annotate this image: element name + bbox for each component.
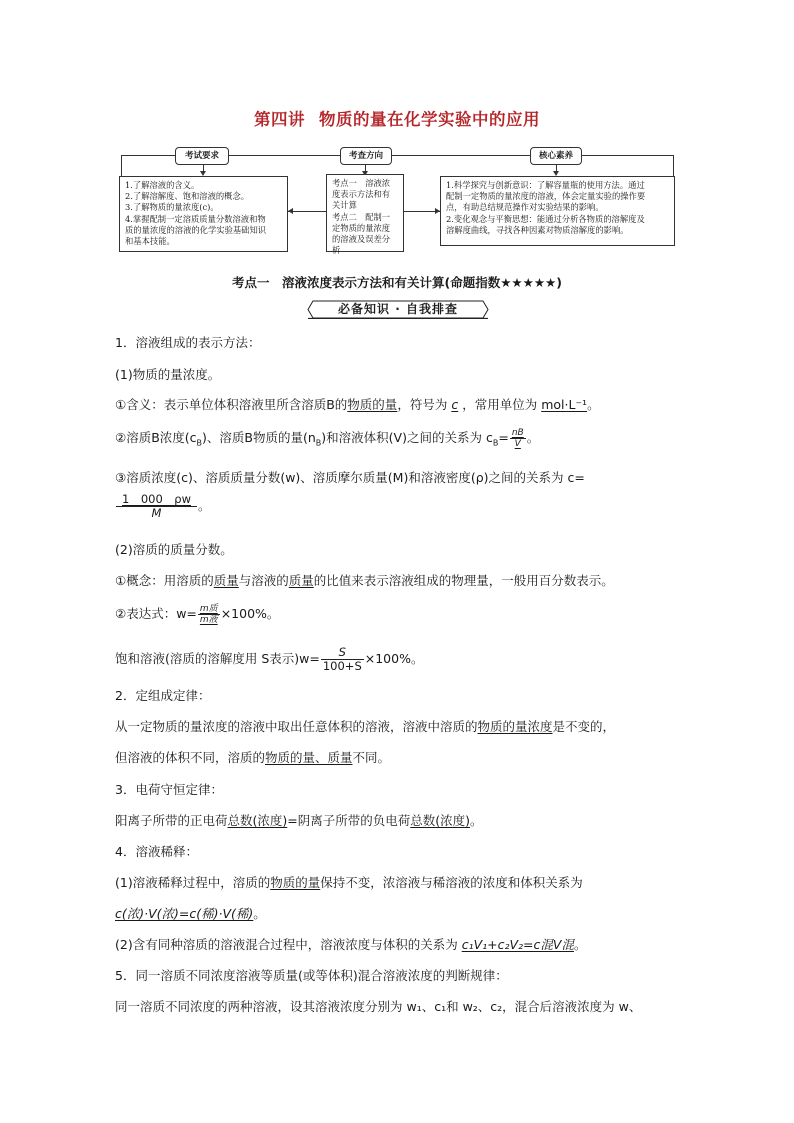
answer-underline: c <box>451 397 459 412</box>
exam-direction-box: 考点一 溶液浓 度表示方法和有 关计算 考点二 配制一 定物质的量浓度 的溶液及误差分 析 <box>326 174 404 252</box>
text-fragment: (2)含有同种溶质的溶液混合过程中，溶液浓度与体积的关系为 <box>115 937 462 952</box>
text-line <box>115 572 614 590</box>
section-banner <box>307 300 489 319</box>
text-fragment: )和溶液体积(V)之间的关系为 c <box>321 430 493 445</box>
core-literacy-box: 1.科学探究与创新意识：了解容量瓶的使用方法。通过 配制一定物质的量浓度的溶液，体会定量实验的操作要 点，有助总结规范操作对实验结果的影响。 2.变化观念与平衡思想：能通过分析各物质的溶解度及 溶解度曲线，寻找各种因素对物质溶解度的影响。 <box>440 176 675 246</box>
text-fragment: 。 <box>253 906 266 921</box>
text-line <box>115 646 423 673</box>
text-line: 1．溶液组成的表示方法： <box>115 335 261 350</box>
arrow-left-icon <box>288 208 293 214</box>
text-line <box>115 874 583 892</box>
text-line: 4．溶液稀释： <box>115 844 198 859</box>
fraction <box>198 604 220 625</box>
text-fragment: 。 <box>470 813 483 828</box>
answer-underline: mol·L⁻¹ <box>541 397 588 412</box>
answer-underline: 质量 <box>213 573 239 588</box>
text-fragment: 保持不变，浓溶液与稀溶液的浓度和体积关系为 <box>320 875 583 890</box>
text-fragment: = <box>498 430 509 445</box>
answer-underline: 质量 <box>288 573 314 588</box>
text-fragment: 但溶液的体积不同，溶质的 <box>115 750 266 765</box>
text-fragment: 不同。 <box>352 750 391 765</box>
fraction-numerator: nB <box>511 428 524 438</box>
exam-direction-pill: 考查方向 <box>340 147 392 165</box>
text-line <box>115 905 266 923</box>
text-fragment: )、溶质B物质的量(n <box>202 430 316 445</box>
text-fragment: 从一定物质的量浓度的溶液中取出任意体积的溶液，溶液中溶质的 <box>115 719 478 734</box>
text-line: (2)溶质的质量分数。 <box>115 542 233 557</box>
text-fragment: ，符号为 <box>397 397 448 412</box>
text-line <box>115 718 615 736</box>
text-fragment: (1)溶液稀释过程中，溶质的 <box>115 875 271 890</box>
fraction <box>510 428 526 449</box>
answer-underline: 总数(浓度) <box>410 813 471 828</box>
text-line <box>115 812 483 830</box>
exam-requirement-box: 1.了解溶液的含义。 2.了解溶解度、饱和溶液的概念。 3.了解物质的量浓度(c)。 4.掌握配制一定溶质质量分数溶液和物 质的量浓度的溶液的化学实验基础知识 和基本技能。 <box>119 176 288 252</box>
text-line <box>115 604 279 625</box>
text-fragment: ②溶质B浓度(c <box>115 430 197 445</box>
fraction <box>321 646 364 673</box>
text-fragment: ，常用单位为 <box>462 397 538 412</box>
answer-underline: 总数(浓度) <box>227 813 288 828</box>
text-line <box>115 936 586 954</box>
banner-text: 必备知识 · 自我排查 <box>338 302 458 316</box>
fraction-denominator: M <box>151 506 162 520</box>
text-fragment: ②表达式：w= <box>115 606 197 621</box>
section-heading: 考点一 溶液浓度表示方法和有关计算(命题指数★★★★★) <box>232 275 562 290</box>
text-fragment: 。 <box>197 498 211 513</box>
subscript: B <box>315 438 322 448</box>
text-line: (1)物质的量浓度。 <box>115 367 221 382</box>
text-fragment: ×100%。 <box>364 651 424 666</box>
text-line: 2．定组成定律： <box>115 688 211 703</box>
text-fragment: 。 <box>587 397 600 412</box>
text-fragment: 是不变的， <box>552 719 616 734</box>
text-fragment: 阳离子所带的正电荷 <box>115 813 228 828</box>
text-line: 同一溶质不同浓度的两种溶液，设其溶液浓度分别为 w₁、c₁和 w₂、c₂，混合后溶液浓度为 w、 <box>115 999 642 1014</box>
conn-left <box>288 211 326 212</box>
title-part1: 第四讲 <box>254 110 305 129</box>
text-fragment: 与溶液的 <box>238 573 289 588</box>
subscript: B <box>492 438 499 448</box>
answer-underline: c₁V₁+c₂V₂=c混V混 <box>461 937 574 952</box>
fraction-numerator: 1 000 ρw <box>116 493 197 507</box>
arrow-right-icon <box>435 208 440 214</box>
answer-underline: 物质的量、质量 <box>265 750 353 765</box>
text-line <box>115 493 211 520</box>
text-fragment: 。 <box>573 937 587 952</box>
answer-underline: 物质的量 <box>347 397 398 412</box>
fraction-denominator: m液 <box>199 615 218 625</box>
exam-requirement-pill: 考试要求 <box>175 147 229 165</box>
fraction-numerator: S <box>321 646 364 660</box>
core-literacy-pill: 核心素养 <box>530 147 582 165</box>
fraction-denominator: 100+S <box>322 659 362 673</box>
text-fragment: ①含义：表示单位体积溶液里所含溶质B的 <box>115 397 348 412</box>
text-fragment: 的比值来表示溶液组成的物理量，一般用百分数表示。 <box>313 573 614 588</box>
text-line <box>115 396 600 414</box>
text-line: 3．电荷守恒定律： <box>115 782 223 797</box>
concept-diagram <box>0 0 794 260</box>
text-line <box>115 428 539 453</box>
text-fragment: ①概念：用溶质的 <box>115 573 214 588</box>
answer-underline: 物质的量 <box>270 875 321 890</box>
fraction-numerator: m质 <box>199 604 218 614</box>
text-fragment: =阴离子所带的负电荷 <box>287 813 411 828</box>
text-fragment: 饱和溶液(溶质的溶解度用 S表示)w= <box>115 651 320 666</box>
text-fragment: 。 <box>526 430 540 445</box>
text-line <box>115 749 390 767</box>
fraction-denominator: V <box>514 439 521 449</box>
answer-underline: c(浓)·V(浓)=c(稀)·V(稀) <box>115 906 254 921</box>
text-line: 5．同一溶质不同浓度溶液等质量(或等体积)混合溶液浓度的判断规律： <box>115 968 508 983</box>
title-part2: 物质的量在化学实验中的应用 <box>319 110 540 129</box>
subscript: B <box>196 438 203 448</box>
text-line: ③溶质浓度(c)、溶质质量分数(w)、溶质摩尔质量(M)和溶液密度(ρ)之间的关系为 c= <box>115 470 585 485</box>
text-fragment: ×100%。 <box>220 606 280 621</box>
fraction <box>116 493 197 520</box>
answer-underline: 物质的量浓度 <box>477 719 553 734</box>
